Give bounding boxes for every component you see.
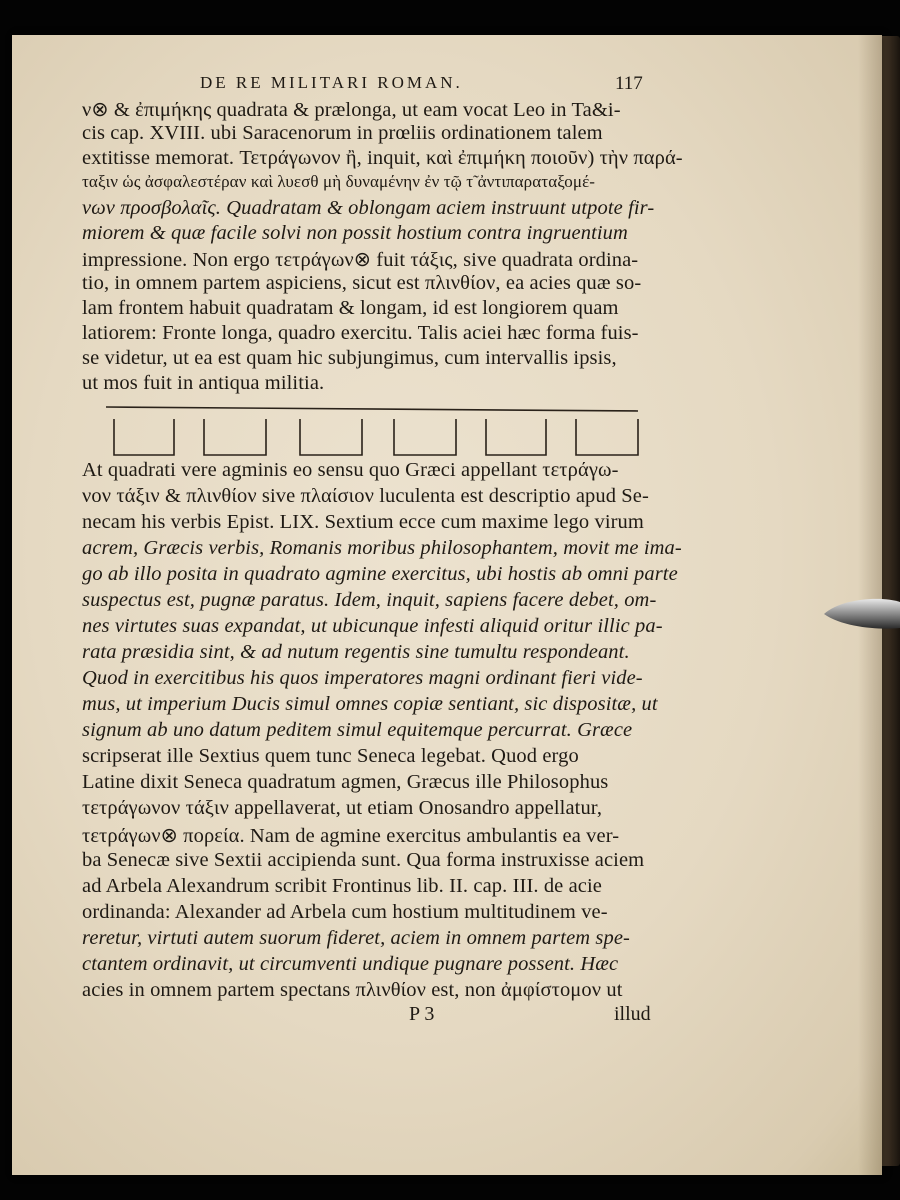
formation-diagram — [106, 403, 654, 463]
text-line: tio, in omnem partem aspiciens, sicut est πλινθίον, ea acies quæ so- — [82, 272, 642, 294]
diagram-unit — [394, 419, 456, 455]
running-title: DE RE MILITARI ROMAN. — [200, 73, 463, 92]
text-line: ταξιν ὡς ἀσφαλεστέραν καὶ λυεσθ μὴ δυναμένην ἐν τῷ τ̃ ἀντιπαραταξομέ- — [82, 172, 596, 191]
catchword: illud — [614, 1003, 651, 1025]
page-number: 117 — [615, 73, 643, 94]
text-line: ut mos fuit in antiqua militia. — [82, 372, 325, 394]
signature-mark: P 3 — [409, 1003, 435, 1025]
text-line: ν⊗ & ἐπιμήκης quadrata & prælonga, ut eam vocat Leo in Ta&i- — [82, 99, 621, 121]
text-line: τετράγωνον τάξιν appellaverat, ut etiam Onosandro appellatur, — [82, 797, 603, 819]
text-line: miorem & quæ facile solvi non possit hostium contra ingruentium — [82, 222, 628, 244]
diagram-unit — [576, 419, 638, 455]
text-line: Quod in exercitibus his quos imperatores magni ordinant fieri vide- — [82, 667, 643, 689]
text-line: At quadrati vere agminis eo sensu quo Græci appellant τετράγω- — [82, 459, 619, 481]
diagram-unit — [114, 419, 174, 455]
text-line: latiorem: Fronte longa, quadro exercitu. Talis aciei hæc forma fuis- — [82, 322, 639, 344]
diagram-unit — [204, 419, 266, 455]
text-line: extitisse memorat. Τετράγωνον ἢ, inquit, καὶ ἐπιμήκη ποιοῦν) τὴν παρά- — [82, 147, 683, 169]
text-line: necam his verbis Epist. LIX. Sextium ecce cum maxime lego virum — [82, 511, 644, 533]
text-line: Latine dixit Seneca quadratum agmen, Græcus ille Philosophus — [82, 771, 609, 793]
diagram-unit — [486, 419, 546, 455]
text-line: scripserat ille Sextius quem tunc Seneca legebat. Quod ergo — [82, 745, 579, 767]
text-line: suspectus est, pugnæ paratus. Idem, inquit, sapiens facere debet, om- — [82, 589, 657, 611]
text-line: ad Arbela Alexandrum scribit Frontinus lib. II. cap. III. de acie — [82, 875, 602, 897]
text-line: signum ab uno datum peditem simul equitemque percurrat. Græce — [82, 719, 633, 741]
text-line: rata præsidia sint, & ad nutum regentis sine tumultu respondeant. — [82, 641, 630, 663]
diagram-front-line — [106, 407, 638, 411]
text-line: impressione. Non ergo τετράγων⊗ fuit τάξις, sive quadrata ordina- — [82, 249, 639, 271]
text-line: ctantem ordinavit, ut circumventi undique pugnare possent. Hæc — [82, 953, 619, 975]
text-line: mus, ut imperium Ducis simul omnes copiæ sentiant, sic dispositæ, ut — [82, 693, 658, 715]
text-line: ba Senecæ sive Sextii accipienda sunt. Qua forma instruxisse aciem — [82, 849, 645, 871]
text-line: acrem, Græcis verbis, Romanis moribus philosophantem, movit me ima- — [82, 537, 682, 559]
text-line: acies in omnem partem spectans πλινθίον est, non ἀμφίστομον ut — [82, 979, 623, 1001]
metal-clasp-icon — [822, 592, 900, 634]
diagram-unit — [300, 419, 362, 455]
text-line: nes virtutes suas expandat, ut ubicunque infesti aliquid oritur illic pa- — [82, 615, 663, 637]
text-line: νων προσβολαῖς. Quadratam & oblongam aciem instruunt utpote fir- — [82, 197, 655, 219]
text-line: go ab illo posita in quadrato agmine exercitus, ubi hostis ab omni parte — [82, 563, 678, 585]
text-line: se videtur, ut ea est quam hic subjungimus, cum intervallis ipsis, — [82, 347, 617, 369]
text-line: lam frontem habuit quadratam & longam, id est longiorem quam — [82, 297, 619, 319]
text-line: ordinanda: Alexander ad Arbela cum hostium multitudinem ve- — [82, 901, 608, 923]
text-line: reretur, virtuti autem suorum fideret, aciem in omnem partem spe- — [82, 927, 630, 949]
text-line: νον τάξιν & πλινθίον sive πλαίσιον luculenta est descriptio apud Se- — [82, 485, 649, 507]
book-page — [12, 35, 882, 1175]
text-line: τετράγων⊗ πορεία. Nam de agmine exercitus ambulantis ea ver- — [82, 825, 620, 847]
text-line: cis cap. XVIII. ubi Saracenorum in prœliis ordinationem talem — [82, 122, 603, 144]
